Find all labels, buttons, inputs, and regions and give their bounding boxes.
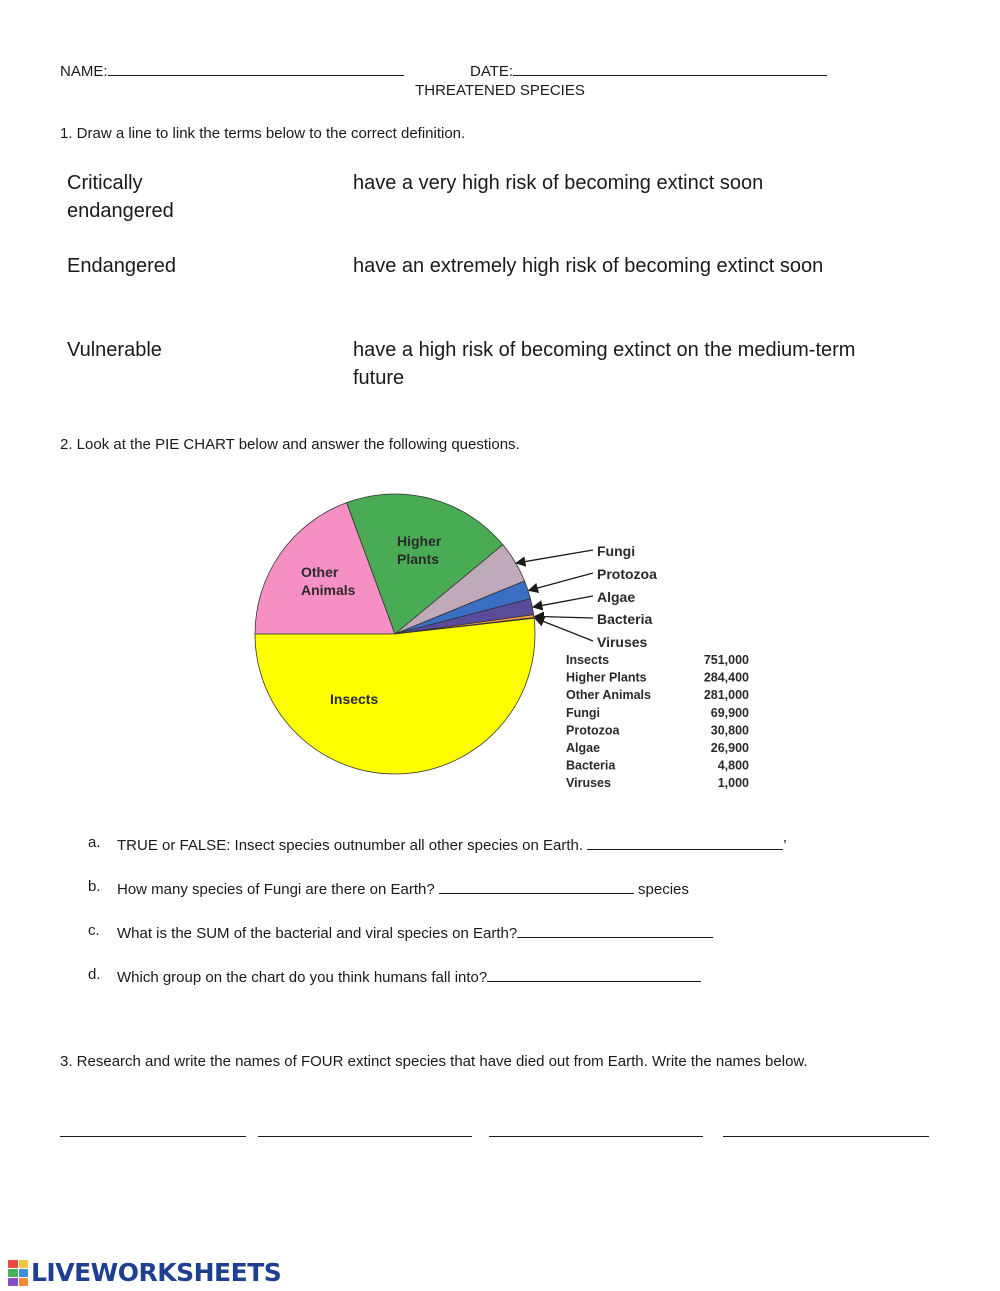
date-blank[interactable] [513,60,827,76]
extinct-species-blank-2[interactable] [258,1136,472,1137]
legend-label-bacteria: Bacteria [566,758,616,773]
legend-label-viruses: Viruses [566,776,611,791]
q3-instruction: 3. Research and write the names of FOUR extinct species that have died out from Earth. Write the names below. [60,1053,808,1070]
answer-c-blank[interactable] [517,922,713,938]
callout-bacteria: Bacteria [597,611,653,627]
slice-label-insects: Insects [330,691,379,707]
definition-high[interactable]: have a high risk of becoming extinct on the medium-term [353,339,856,361]
callout-arrow-algae [533,596,593,607]
question-d [117,966,701,986]
term-endangered[interactable]: Endangered [67,255,176,277]
callout-arrow-bacteria [535,616,593,618]
legend-value-bacteria: 4,800 [717,758,749,773]
qa-letter: a. [88,834,101,851]
legend-value-higher-plants: 284,400 [703,670,749,685]
extinct-species-blank-1[interactable] [60,1136,246,1137]
term-vulnerable[interactable]: Vulnerable [67,339,162,361]
name-label: NAME: [60,63,108,80]
callout-arrow-protozoa [529,573,593,590]
question-c-text: What is the SUM of the bacterial and viral species on Earth? [117,925,518,942]
term-endangered-cont[interactable]: endangered [67,200,174,222]
question-b [117,878,689,898]
legend-label-insects: Insects [566,653,610,667]
term-critically[interactable]: Critically [67,172,143,194]
answer-a-blank[interactable] [587,834,783,850]
question-c [117,922,713,942]
legend-value-other-animals: 281,000 [703,688,749,703]
legend-label-fungi: Fungi [566,705,601,720]
legend-value-insects: 751,000 [703,653,749,667]
name-field[interactable] [60,60,404,80]
extinct-species-blank-4[interactable] [723,1136,929,1137]
q1-instruction: 1. Draw a line to link the terms below to the correct definition. [60,125,466,142]
callout-arrow-viruses [535,618,593,641]
definition-very-high[interactable]: have a very high risk of becoming extinct soon [353,172,764,194]
question-a-suffix: ’ [783,837,787,854]
legend-label-higher-plants: Higher Plants [566,670,647,685]
legend-value-fungi: 69,900 [710,705,749,720]
legend-label-algae: Algae [566,741,601,755]
definition-extremely-high[interactable]: have an extremely high risk of becoming extinct soon [353,255,824,277]
brand-text: LIVEWORKSHEETS [31,1258,282,1287]
question-b-suffix: species [633,881,689,898]
legend-label-other-animals: Other Animals [566,688,651,703]
question-d-text: Which group on the chart do you think humans fall into? [117,969,488,986]
qc-letter: c. [88,922,100,939]
q2-instruction: 2. Look at the PIE CHART below and answer the following questions. [60,436,520,453]
legend-value-protozoa: 30,800 [710,723,749,738]
qd-letter: d. [88,966,101,983]
slice-label-higher-plants-1: Higher [397,533,442,549]
species-pie-chart [250,490,770,800]
callout-protozoa: Protozoa [597,566,657,582]
slice-label-other-animals-2: Animals [301,582,356,598]
question-b-text: How many species of Fungi are there on Earth? [117,881,435,898]
answer-d-blank[interactable] [487,966,701,982]
question-a-text: TRUE or FALSE: Insect species outnumber all other species on Earth. [117,837,584,854]
date-label: DATE: [470,63,514,80]
extinct-species-blank-3[interactable] [489,1136,703,1137]
callout-algae: Algae [597,589,636,605]
pie-slice-insects [255,618,535,774]
callout-fungi: Fungi [597,543,636,559]
answer-b-blank[interactable] [439,878,634,894]
slice-label-higher-plants-2: Plants [397,551,440,567]
legend-value-algae: 26,900 [710,741,749,755]
callout-viruses: Viruses [597,634,648,650]
legend-label-protozoa: Protozoa [566,723,620,738]
name-blank[interactable] [108,60,404,76]
legend-value-viruses: 1,000 [717,776,749,791]
liveworksheets-logo [8,1258,281,1287]
slice-label-other-animals-1: Other [301,564,339,580]
liveworksheets-icon [8,1260,28,1286]
page-title: THREATENED SPECIES [415,82,585,99]
definition-high-cont[interactable]: future [353,367,405,389]
question-a [117,834,787,854]
qb-letter: b. [88,878,101,895]
callout-arrow-fungi [516,550,593,563]
date-field[interactable] [470,60,827,80]
